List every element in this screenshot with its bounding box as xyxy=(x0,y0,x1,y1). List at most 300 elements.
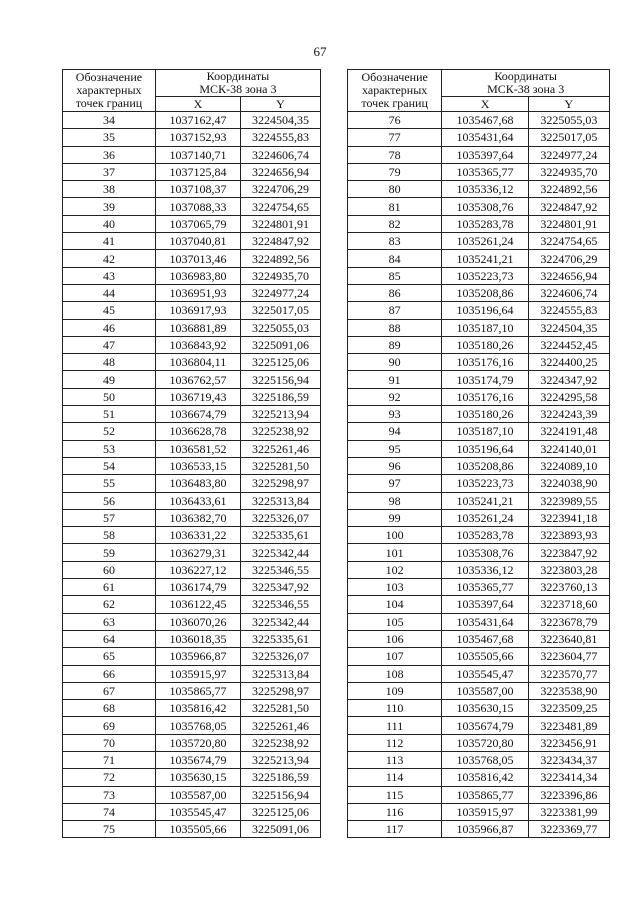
x-coordinate: 1035208,86 xyxy=(442,457,528,474)
y-coordinate: 3224935,70 xyxy=(241,267,321,284)
y-coordinate: 3223570,77 xyxy=(528,665,609,682)
table-row xyxy=(348,492,610,509)
x-coordinate: 1035174,79 xyxy=(442,371,528,388)
table-row xyxy=(348,596,610,613)
point-number: 48 xyxy=(63,354,156,371)
point-number: 79 xyxy=(348,163,442,180)
system-label: МСК-38 зона 3 xyxy=(487,82,565,96)
x-coordinate: 1036917,93 xyxy=(155,302,240,319)
table-row xyxy=(63,630,321,647)
x-coordinate: 1037040,81 xyxy=(155,233,240,250)
table-row xyxy=(63,198,321,215)
table-row xyxy=(348,769,610,786)
point-number: 56 xyxy=(63,492,156,509)
y-coordinate: 3223604,77 xyxy=(528,648,609,665)
x-coordinate: 1036804,11 xyxy=(155,354,240,371)
x-coordinate: 1035223,73 xyxy=(442,267,528,284)
point-number: 85 xyxy=(348,267,442,284)
point-number: 45 xyxy=(63,302,156,319)
y-coordinate: 3225335,61 xyxy=(241,527,321,544)
table-row xyxy=(63,440,321,457)
y-coordinate: 3225342,44 xyxy=(241,544,321,561)
table-row xyxy=(348,509,610,526)
y-coordinate: 3224656,94 xyxy=(528,267,609,284)
coords-label: Координаты xyxy=(206,69,270,83)
point-number: 77 xyxy=(348,129,442,146)
point-number: 84 xyxy=(348,250,442,267)
point-number: 65 xyxy=(63,648,156,665)
table-row xyxy=(348,181,610,198)
point-number: 102 xyxy=(348,561,442,578)
point-number: 42 xyxy=(63,250,156,267)
y-coordinate: 3225347,92 xyxy=(241,579,321,596)
x-coordinate: 1035308,76 xyxy=(442,544,528,561)
table-row xyxy=(63,181,321,198)
table-row xyxy=(348,475,610,492)
y-coordinate: 3225125,06 xyxy=(241,803,321,820)
x-coordinate: 1037152,93 xyxy=(155,129,240,146)
y-coordinate: 3225238,92 xyxy=(241,734,321,751)
point-number: 83 xyxy=(348,233,442,250)
table-row xyxy=(63,544,321,561)
y-coordinate: 3225091,06 xyxy=(241,336,321,353)
y-coordinate: 3225313,84 xyxy=(241,665,321,682)
table-row xyxy=(63,596,321,613)
y-coordinate: 3225017,05 xyxy=(528,129,609,146)
y-coordinate: 3225055,03 xyxy=(528,112,609,129)
y-coordinate: 3223509,25 xyxy=(528,700,609,717)
y-coordinate: 3223803,28 xyxy=(528,561,609,578)
y-coordinate: 3223847,92 xyxy=(528,544,609,561)
table-row xyxy=(63,648,321,665)
y-coordinate: 3225313,84 xyxy=(241,492,321,509)
table-row xyxy=(348,665,610,682)
table-row xyxy=(348,544,610,561)
point-number: 81 xyxy=(348,198,442,215)
point-number: 101 xyxy=(348,544,442,561)
x-coordinate: 1035187,10 xyxy=(442,319,528,336)
point-number: 47 xyxy=(63,336,156,353)
y-coordinate: 3223381,99 xyxy=(528,803,609,820)
y-coordinate: 3225342,44 xyxy=(241,613,321,630)
x-coordinate: 1036174,79 xyxy=(155,579,240,596)
x-coordinate: 1035283,78 xyxy=(442,215,528,232)
point-number: 46 xyxy=(63,319,156,336)
y-coordinate: 3225125,06 xyxy=(241,354,321,371)
x-coordinate: 1036719,43 xyxy=(155,388,240,405)
table-row xyxy=(348,233,610,250)
point-number: 55 xyxy=(63,475,156,492)
x-coordinate: 1035630,15 xyxy=(442,700,528,717)
point-number: 60 xyxy=(63,561,156,578)
x-coordinate: 1036331,22 xyxy=(155,527,240,544)
table-row xyxy=(348,821,610,838)
point-number: 41 xyxy=(63,233,156,250)
point-number: 82 xyxy=(348,215,442,232)
x-coordinate: 1035241,21 xyxy=(442,492,528,509)
table-row xyxy=(348,700,610,717)
point-number: 59 xyxy=(63,544,156,561)
system-label: МСК-38 зона 3 xyxy=(199,82,277,96)
y-coordinate: 3224977,24 xyxy=(528,146,609,163)
point-number: 88 xyxy=(348,319,442,336)
table-row xyxy=(348,302,610,319)
y-coordinate: 3223538,90 xyxy=(528,682,609,699)
point-number: 72 xyxy=(63,769,156,786)
table-row xyxy=(348,129,610,146)
x-coordinate: 1035915,97 xyxy=(155,665,240,682)
y-coordinate: 3224847,92 xyxy=(528,198,609,215)
y-coordinate: 3225213,94 xyxy=(241,406,321,423)
x-coordinate: 1035865,77 xyxy=(442,786,528,803)
x-coordinate: 1035768,05 xyxy=(155,717,240,734)
x-coordinate: 1037125,84 xyxy=(155,163,240,180)
y-coordinate: 3225281,50 xyxy=(241,700,321,717)
x-coordinate: 1035196,64 xyxy=(442,440,528,457)
point-number: 58 xyxy=(63,527,156,544)
x-coordinate: 1035545,47 xyxy=(155,803,240,820)
table-row xyxy=(63,163,321,180)
y-coordinate: 3225017,05 xyxy=(241,302,321,319)
point-number: 70 xyxy=(63,734,156,751)
point-number: 109 xyxy=(348,682,442,699)
point-number: 116 xyxy=(348,803,442,820)
table-row xyxy=(348,388,610,405)
table-row xyxy=(348,527,610,544)
table-row xyxy=(63,354,321,371)
point-number: 40 xyxy=(63,215,156,232)
x-coordinate: 1035720,80 xyxy=(442,734,528,751)
y-coordinate: 3224400,25 xyxy=(528,354,609,371)
y-coordinate: 3223941,18 xyxy=(528,509,609,526)
x-coordinate: 1035768,05 xyxy=(442,751,528,768)
table-row xyxy=(63,112,321,129)
y-coordinate: 3224452,45 xyxy=(528,336,609,353)
point-number: 52 xyxy=(63,423,156,440)
y-coordinate: 3223760,13 xyxy=(528,579,609,596)
table-row xyxy=(63,734,321,751)
y-coordinate: 3224504,35 xyxy=(241,112,321,129)
table-row xyxy=(348,613,610,630)
table-row xyxy=(63,579,321,596)
point-number: 111 xyxy=(348,717,442,734)
table-row xyxy=(63,682,321,699)
y-coordinate: 3223369,77 xyxy=(528,821,609,838)
point-number: 68 xyxy=(63,700,156,717)
y-coordinate: 3224847,92 xyxy=(241,233,321,250)
x-coordinate: 1035208,86 xyxy=(442,284,528,301)
point-label-header: Обозначение характерных точек границ xyxy=(348,70,442,112)
x-coordinate: 1035261,24 xyxy=(442,233,528,250)
point-number: 89 xyxy=(348,336,442,353)
y-coordinate: 3225091,06 xyxy=(241,821,321,838)
y-coordinate: 3224754,65 xyxy=(528,233,609,250)
x-coordinate: 1035966,87 xyxy=(155,648,240,665)
coords-header xyxy=(442,70,610,97)
point-number: 54 xyxy=(63,457,156,474)
table-row xyxy=(63,233,321,250)
point-number: 37 xyxy=(63,163,156,180)
point-number: 62 xyxy=(63,596,156,613)
x-coordinate: 1035365,77 xyxy=(442,163,528,180)
point-number: 39 xyxy=(63,198,156,215)
x-coordinate: 1036533,15 xyxy=(155,457,240,474)
table-row xyxy=(63,371,321,388)
point-number: 104 xyxy=(348,596,442,613)
coordinates-table-left xyxy=(62,69,321,838)
table-row xyxy=(348,198,610,215)
point-number: 63 xyxy=(63,613,156,630)
point-number: 43 xyxy=(63,267,156,284)
table-row xyxy=(348,648,610,665)
x-coordinate: 1035180,26 xyxy=(442,336,528,353)
y-coordinate: 3225213,94 xyxy=(241,751,321,768)
point-number: 106 xyxy=(348,630,442,647)
table-row xyxy=(348,682,610,699)
table-row xyxy=(348,717,610,734)
x-coordinate: 1035187,10 xyxy=(442,423,528,440)
point-number: 53 xyxy=(63,440,156,457)
x-coordinate: 1035397,64 xyxy=(442,146,528,163)
table-row xyxy=(348,146,610,163)
table-row xyxy=(63,215,321,232)
x-coordinate: 1035431,64 xyxy=(442,613,528,630)
table-row xyxy=(63,423,321,440)
point-number: 76 xyxy=(348,112,442,129)
x-coordinate: 1035505,66 xyxy=(442,648,528,665)
y-coordinate: 3225186,59 xyxy=(241,388,321,405)
y-coordinate: 3224706,29 xyxy=(528,250,609,267)
x-coordinate: 1035915,97 xyxy=(442,803,528,820)
x-coordinate: 1035261,24 xyxy=(442,509,528,526)
point-number: 74 xyxy=(63,803,156,820)
y-coordinate: 3223718,60 xyxy=(528,596,609,613)
point-number: 110 xyxy=(348,700,442,717)
y-coordinate: 3225186,59 xyxy=(241,769,321,786)
table-row xyxy=(348,406,610,423)
x-coordinate: 1036674,79 xyxy=(155,406,240,423)
table-row xyxy=(348,284,610,301)
y-coordinate: 3224606,74 xyxy=(528,284,609,301)
x-coordinate: 1035180,26 xyxy=(442,406,528,423)
x-coordinate: 1037162,47 xyxy=(155,112,240,129)
point-number: 69 xyxy=(63,717,156,734)
x-coordinate: 1036018,35 xyxy=(155,630,240,647)
x-coordinate: 1035865,77 xyxy=(155,682,240,699)
x-coordinate: 1035176,16 xyxy=(442,354,528,371)
point-number: 113 xyxy=(348,751,442,768)
table-row xyxy=(348,371,610,388)
point-number: 61 xyxy=(63,579,156,596)
x-coordinate: 1036843,92 xyxy=(155,336,240,353)
y-coordinate: 3225335,61 xyxy=(241,630,321,647)
x-coordinate: 1037140,71 xyxy=(155,146,240,163)
y-coordinate: 3224977,24 xyxy=(241,284,321,301)
y-coordinate: 3223481,89 xyxy=(528,717,609,734)
x-coordinate: 1035365,77 xyxy=(442,579,528,596)
table-row xyxy=(63,803,321,820)
point-number: 80 xyxy=(348,181,442,198)
y-coordinate: 3225298,97 xyxy=(241,682,321,699)
table-row xyxy=(63,509,321,526)
y-coordinate: 3224892,56 xyxy=(528,181,609,198)
table-row xyxy=(348,440,610,457)
y-coordinate: 3223456,91 xyxy=(528,734,609,751)
x-coordinate: 1036983,80 xyxy=(155,267,240,284)
y-coordinate: 3224892,56 xyxy=(241,250,321,267)
point-number: 105 xyxy=(348,613,442,630)
y-coordinate: 3224243,39 xyxy=(528,406,609,423)
table-row xyxy=(63,319,321,336)
table-row xyxy=(348,354,610,371)
point-number: 75 xyxy=(63,821,156,838)
table-row xyxy=(63,751,321,768)
y-coordinate: 3225156,94 xyxy=(241,786,321,803)
x-coordinate: 1037108,37 xyxy=(155,181,240,198)
y-coordinate: 3224555,83 xyxy=(241,129,321,146)
point-label-header: Обозначение характерных точек границ xyxy=(63,70,156,112)
table-row xyxy=(63,527,321,544)
x-coordinate: 1036881,89 xyxy=(155,319,240,336)
x-coordinate: 1035674,79 xyxy=(155,751,240,768)
table-row xyxy=(63,457,321,474)
point-number: 112 xyxy=(348,734,442,751)
table-row xyxy=(63,284,321,301)
point-number: 71 xyxy=(63,751,156,768)
x-coordinate: 1035336,12 xyxy=(442,561,528,578)
table-row xyxy=(63,700,321,717)
table-row xyxy=(63,786,321,803)
point-number: 35 xyxy=(63,129,156,146)
y-coordinate: 3224935,70 xyxy=(528,163,609,180)
x-coordinate: 1036279,31 xyxy=(155,544,240,561)
y-coordinate: 3225055,03 xyxy=(241,319,321,336)
x-coordinate: 1035587,00 xyxy=(442,682,528,699)
y-coordinate: 3224656,94 xyxy=(241,163,321,180)
point-number: 93 xyxy=(348,406,442,423)
x-coordinate: 1035241,21 xyxy=(442,250,528,267)
table-row xyxy=(63,250,321,267)
y-coordinate: 3223396,86 xyxy=(528,786,609,803)
table-row xyxy=(63,769,321,786)
point-number: 44 xyxy=(63,284,156,301)
x-coordinate: 1035587,00 xyxy=(155,786,240,803)
x-coordinate: 1035308,76 xyxy=(442,198,528,215)
table-row xyxy=(63,717,321,734)
y-coordinate: 3224555,83 xyxy=(528,302,609,319)
x-coordinate: 1035196,64 xyxy=(442,302,528,319)
y-coordinate: 3224706,29 xyxy=(241,181,321,198)
table-row xyxy=(348,579,610,596)
table-row xyxy=(348,751,610,768)
x-coordinate: 1036122,45 xyxy=(155,596,240,613)
x-coordinate: 1035630,15 xyxy=(155,769,240,786)
x-coordinate: 1035505,66 xyxy=(155,821,240,838)
x-coordinate: 1036070,26 xyxy=(155,613,240,630)
x-coordinate: 1036227,12 xyxy=(155,561,240,578)
x-coordinate: 1037088,33 xyxy=(155,198,240,215)
point-number: 86 xyxy=(348,284,442,301)
y-coordinate: 3223893,93 xyxy=(528,527,609,544)
y-coordinate: 3225346,55 xyxy=(241,561,321,578)
table-row xyxy=(348,112,610,129)
point-number: 99 xyxy=(348,509,442,526)
table-row xyxy=(63,406,321,423)
page-number: 67 xyxy=(313,44,327,59)
y-coordinate: 3224295,58 xyxy=(528,388,609,405)
x-coordinate: 1035336,12 xyxy=(442,181,528,198)
point-number: 73 xyxy=(63,786,156,803)
y-coordinate: 3223434,37 xyxy=(528,751,609,768)
point-number: 91 xyxy=(348,371,442,388)
point-number: 114 xyxy=(348,769,442,786)
point-number: 78 xyxy=(348,146,442,163)
x-coordinate: 1035467,68 xyxy=(442,112,528,129)
y-coordinate: 3224504,35 xyxy=(528,319,609,336)
point-number: 90 xyxy=(348,354,442,371)
y-coordinate: 3224754,65 xyxy=(241,198,321,215)
y-coordinate: 3224801,91 xyxy=(528,215,609,232)
point-number: 117 xyxy=(348,821,442,838)
point-number: 34 xyxy=(63,112,156,129)
point-number: 95 xyxy=(348,440,442,457)
y-coordinate: 3223989,55 xyxy=(528,492,609,509)
y-coordinate: 3225281,50 xyxy=(241,457,321,474)
table-row xyxy=(348,734,610,751)
x-header: X xyxy=(155,97,240,112)
x-coordinate: 1035816,42 xyxy=(442,769,528,786)
point-number: 87 xyxy=(348,302,442,319)
y-coordinate: 3224347,92 xyxy=(528,371,609,388)
table-row xyxy=(63,613,321,630)
coords-label: Координаты xyxy=(494,69,557,83)
y-coordinate: 3223678,79 xyxy=(528,613,609,630)
table-row xyxy=(348,630,610,647)
table-row xyxy=(348,423,610,440)
x-coordinate: 1036382,70 xyxy=(155,509,240,526)
point-number: 38 xyxy=(63,181,156,198)
x-coordinate: 1035223,73 xyxy=(442,475,528,492)
point-number: 108 xyxy=(348,665,442,682)
point-number: 57 xyxy=(63,509,156,526)
y-coordinate: 3225346,55 xyxy=(241,596,321,613)
y-coordinate: 3224038,90 xyxy=(528,475,609,492)
y-coordinate: 3225261,46 xyxy=(241,717,321,734)
x-coordinate: 1036762,57 xyxy=(155,371,240,388)
y-coordinate: 3225326,07 xyxy=(241,509,321,526)
x-coordinate: 1036483,80 xyxy=(155,475,240,492)
x-coordinate: 1035966,87 xyxy=(442,821,528,838)
table-row xyxy=(63,129,321,146)
table-row xyxy=(63,561,321,578)
y-coordinate: 3225261,46 xyxy=(241,440,321,457)
x-coordinate: 1036581,52 xyxy=(155,440,240,457)
x-coordinate: 1035467,68 xyxy=(442,630,528,647)
y-coordinate: 3225238,92 xyxy=(241,423,321,440)
table-row xyxy=(63,665,321,682)
x-header: X xyxy=(442,97,528,112)
point-number: 103 xyxy=(348,579,442,596)
x-coordinate: 1035545,47 xyxy=(442,665,528,682)
x-coordinate: 1037065,79 xyxy=(155,215,240,232)
x-coordinate: 1036628,78 xyxy=(155,423,240,440)
x-coordinate: 1035431,64 xyxy=(442,129,528,146)
point-number: 97 xyxy=(348,475,442,492)
y-header: Y xyxy=(528,97,609,112)
point-number: 94 xyxy=(348,423,442,440)
x-coordinate: 1035816,42 xyxy=(155,700,240,717)
point-number: 49 xyxy=(63,371,156,388)
